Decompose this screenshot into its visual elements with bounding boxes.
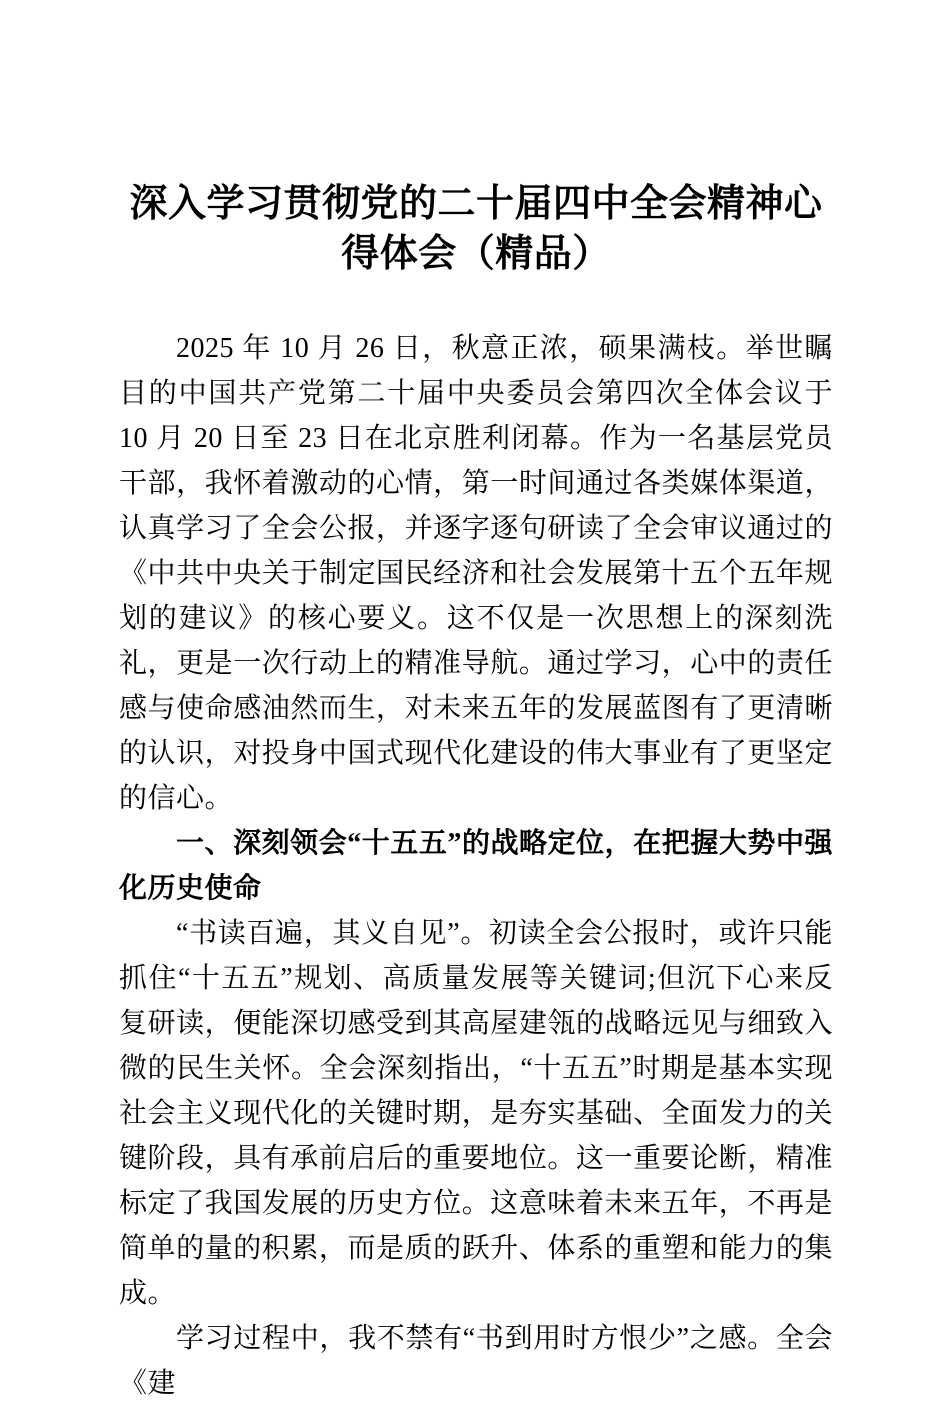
document-title: 深入学习贯彻党的二十届四中全会精神心得体会（精品） [129, 183, 823, 275]
paragraph-intro: 2025 年 10 月 26 日，秋意正浓，硕果满枝。举世瞩目的中国共产党第二十届中央委员会第四次全体会议于 10 月 20 日至 23 日在北京胜利闭幕。作为一名基层党员干部，我怀着激动的心情，第一时间通过各类媒体渠道，认真学习了全会公报，并逐字逐句研读了全会审议通过的《中共中央关于制定国民经济和社会发展第十五个五年规划的建议》的核心要义。这不仅是一次思想上的深刻洗礼，更是一次行动上的精准导航。通过学习，心中的责任感与使命感油然而生，对未来五年的发展蓝图有了更清晰的认识，对投身中国式现代化建设的伟大事业有了更坚定的信心。 [119, 333, 833, 814]
paragraph-section-body: “书读百遍，其义自见”。初读全会公报时，或许只能抓住“十五五”规划、高质量发展等关键词;但沉下心来反复研读，便能深切感受到其高屋建瓴的战略远见与细致入微的民生关怀。全会深刻指出，“十五五”时期是基本实现社会主义现代化的关键时期，是夯实基础、全面发力的关键阶段，具有承前启后的重要地位。这一重要论断，精准标定了我国发展的历史方位。这意味着未来五年，不再是简单的量的积累，而是质的跃升、体系的重塑和能力的集成。 [119, 918, 833, 1309]
paragraph-truncated: 学习过程中，我不禁有“书到用时方恨少”之感。全会《建 [119, 1323, 833, 1399]
section-heading-1: 一、深刻领会“十五五”的战略定位，在把握大势中强化历史使命 [119, 828, 833, 904]
